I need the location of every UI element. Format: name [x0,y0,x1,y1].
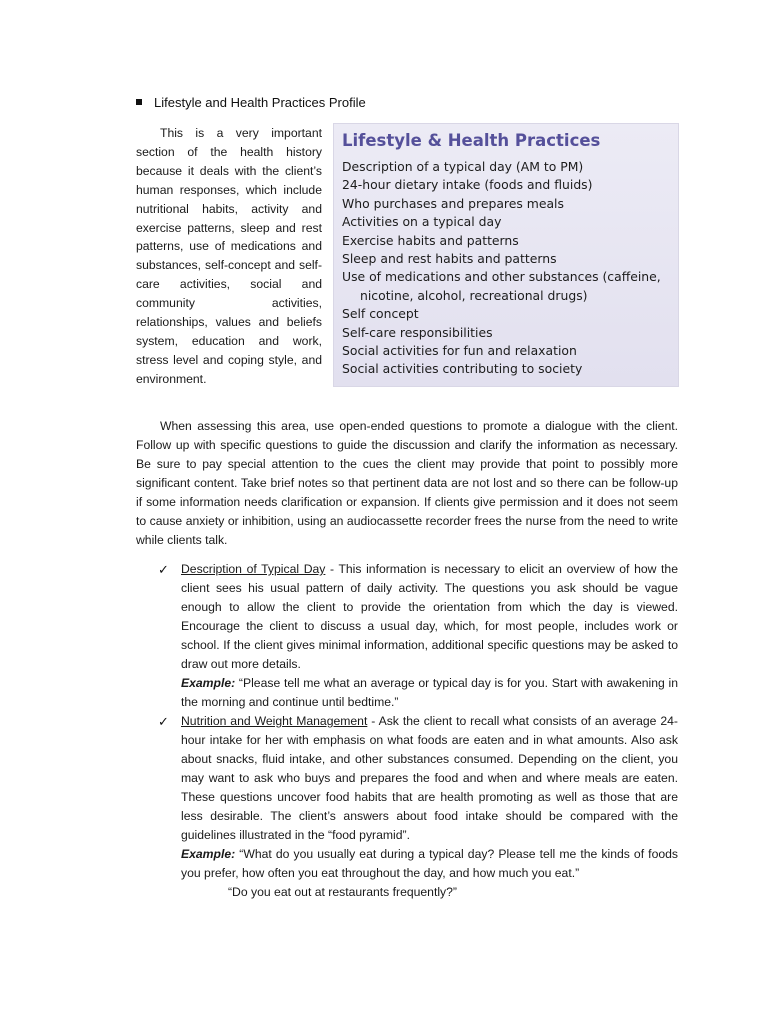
figure-item: 24-hour dietary intake (foods and fluids) [342,177,593,193]
example-text: “What do you usually eat during a typical day? Please tell me the kinds of foods you prefer, how often you eat throughout the day, and how much you eat.” [181,847,678,880]
intro-paragraph [136,124,322,389]
intro-text: This is a very important section of the health history because it deals with the client’s human responses, which include nutritional habits, activity and exercise patterns, sleep and rest patterns, use of medications and substances, self-concept and self-care activities, social and community activities, relationships, values and beliefs system, education and work, stress level and coping style, and environment. [136,126,322,386]
figure-item: nicotine, alcohol, recreational drugs) [360,287,588,303]
section-typical-day [136,560,678,712]
lifestyle-figure [333,123,679,387]
example-text: “Please tell me what an average or typical day is for you. Start with awakening in the morning and continue until bedtime.” [181,676,678,709]
figure-item: Social activities for fun and relaxation [342,343,577,359]
section-text: - This information is necessary to elicit an overview of how the client sees his usual pattern of daily activity. The questions you ask should be vague enough to allow the client to provide the orientation from which the day is viewed. Encourage the client to discuss a usual day, which, for most people, includes work or school. If the client gives minimal information, additional specific questions may be asked to draw out more details. [181,562,678,671]
figure-item: Who purchases and prepares meals [342,195,564,211]
example-label: Example: [181,847,236,861]
figure-item: Description of a typical day (AM to PM) [342,159,584,174]
figure-list [342,158,670,379]
checkmark-icon: ✓ [158,562,169,577]
figure-item: Social activities contributing to society [342,361,583,377]
figure-item: Self concept [342,306,419,322]
assessing-paragraph [136,417,678,550]
figure-item: Sleep and rest habits and patterns [342,251,557,267]
section-heading-text: Lifestyle and Health Practices Profile [154,95,366,110]
figure-item: Self-care responsibilities [342,324,493,340]
assessing-text: When assessing this area, use open-ended questions to promote a dialogue with the client. Follow up with specific questions to guide the discussion and clarify the information as necessary. Be sure to pay special attention to the cues the client may provide that point to possibly more significant content. Take brief notes so that pertinent data are not lost and so there can be follow-up if some information needs clarification or expansion. If clients give permission and it does not seem to cause anxiety or inhibition, using an audiocassette recorder frees the nurse from the need to write while clients talk. [136,419,678,547]
section-text: - Ask the client to recall what consists of an average 24-hour intake for her with emphasis on what foods are eaten and in what amounts. Also ask about snacks, fluid intake, and other substances consumed. Depending on the client, you may want to ask who buys and prepares the food and when and where meals are eaten. These questions uncover food habits that are health promoting as well as those that are less desirable. The client’s answers about food intake should be compared with the guidelines illustrated in the “food pyramid”. [181,714,678,842]
square-bullet-icon [136,99,142,105]
figure-item: Exercise habits and patterns [342,232,519,248]
figure-item: Use of medications and other substances (caffeine, [342,269,661,285]
section-heading [136,94,366,112]
extra-question: “Do you eat out at restaurants frequently?” [228,885,457,899]
section-nutrition [136,712,678,902]
checkmark-icon: ✓ [158,714,169,729]
section-title: Description of Typical Day [181,562,326,576]
example-label: Example: [181,676,236,690]
figure-item: Activities on a typical day [342,214,502,230]
section-title: Nutrition and Weight Management [181,714,368,728]
figure-title: Lifestyle & Health Practices [342,131,601,150]
